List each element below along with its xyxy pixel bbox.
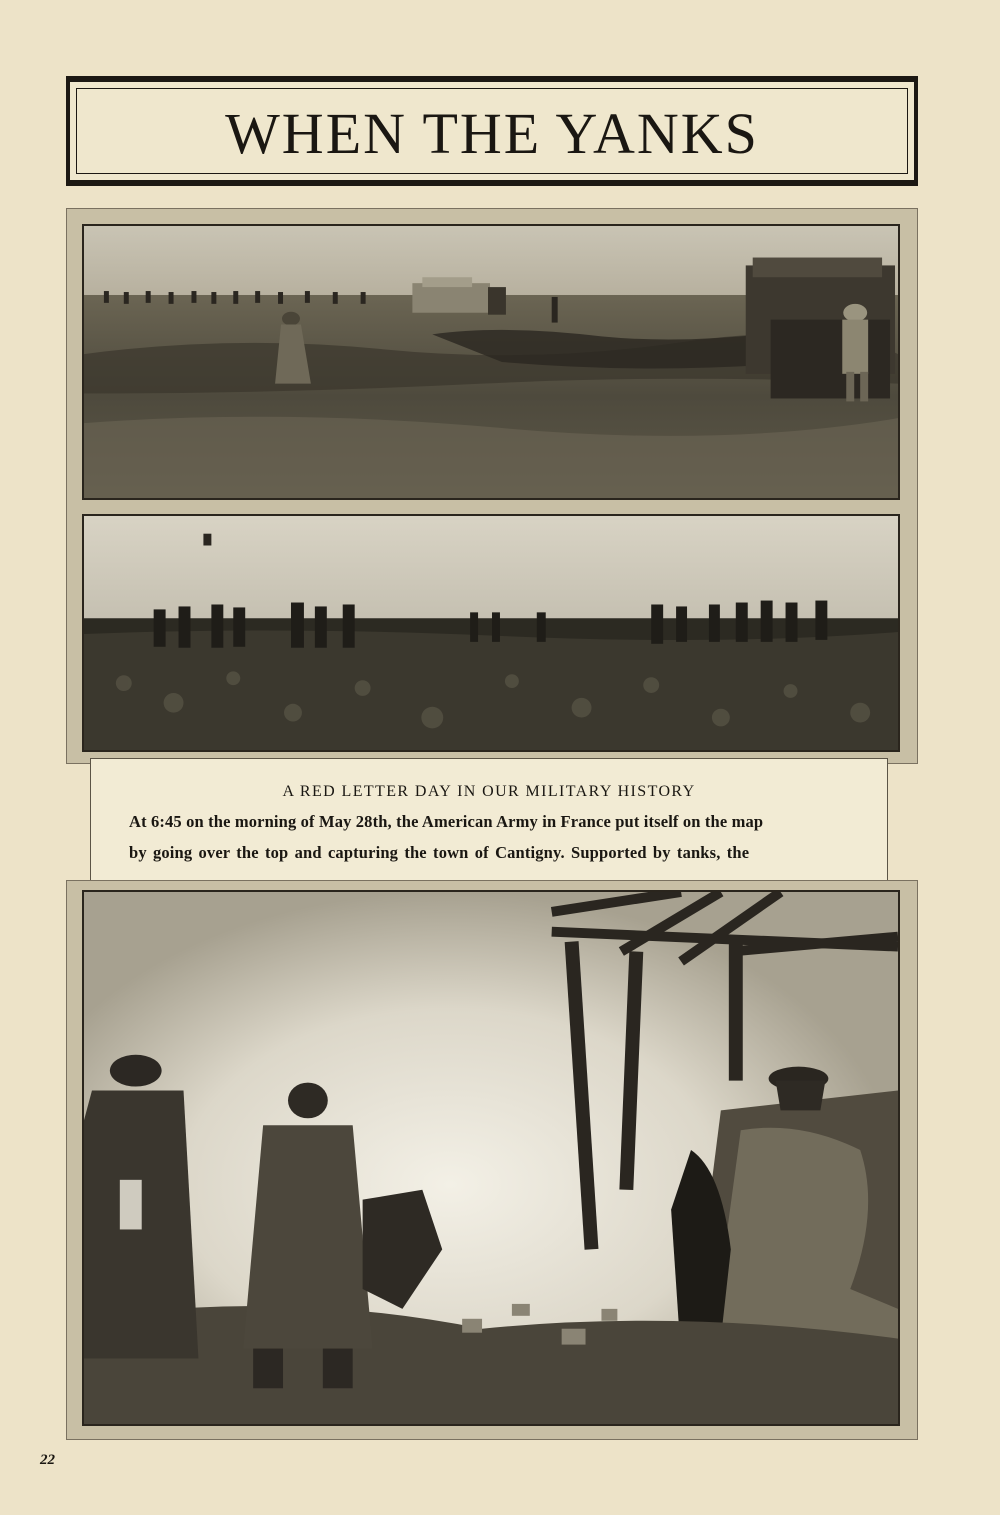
photo-flamethrower-ruins bbox=[82, 890, 900, 1426]
flamethrower-ruins-image bbox=[84, 892, 898, 1424]
photo-tanks-advance bbox=[82, 224, 900, 500]
title-banner bbox=[66, 76, 918, 186]
page-title: WHEN THE YANKS bbox=[225, 101, 759, 166]
caption-box bbox=[90, 758, 888, 886]
caption-line-2: by going over the top and capturing the town of Cantigny. Supported by tanks, the bbox=[129, 843, 750, 862]
caption-line-1: At 6:45 on the morning of May 28th, the American Army in France put itself on the map bbox=[129, 812, 764, 831]
tanks-advance-image bbox=[84, 226, 898, 498]
caption-heading: A RED LETTER DAY IN OUR MILITARY HISTORY bbox=[282, 783, 696, 800]
photo-infantry-advance bbox=[82, 514, 900, 752]
page-number: 22 bbox=[40, 1452, 55, 1468]
infantry-advance-image bbox=[84, 516, 898, 750]
